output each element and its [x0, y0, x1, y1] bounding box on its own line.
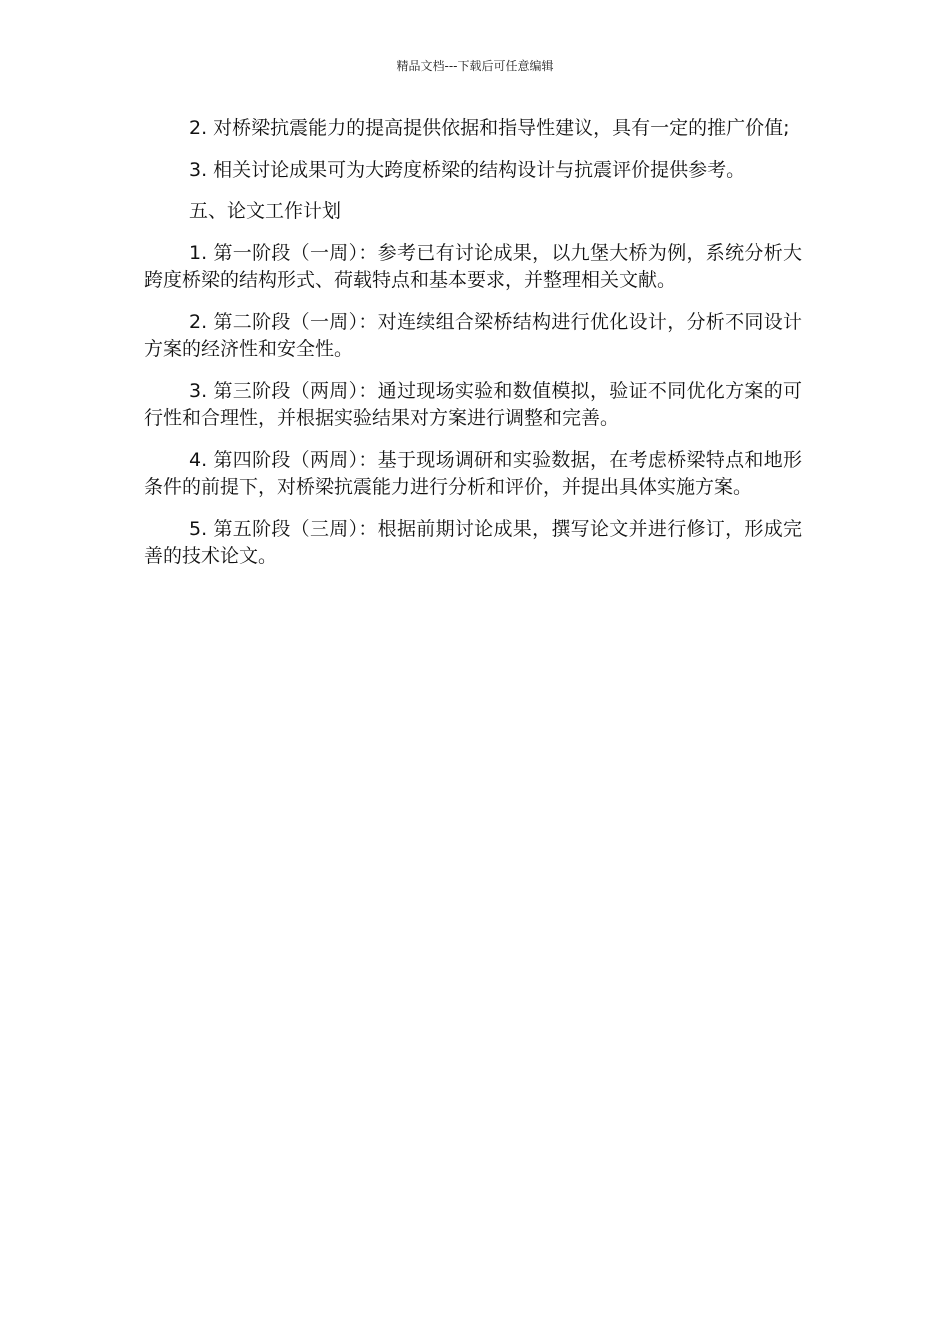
- paragraph-plan-stage-1: 1. 第一阶段（一周）：参考已有讨论成果，以九堡大桥为例，系统分析大跨度桥梁的结构形式、荷载特点和基本要求，并整理相关文献。: [144, 241, 802, 291]
- document-body: [144, 115, 802, 585]
- paragraph-plan-stage-3: 3. 第三阶段（两周）：通过现场实验和数值模拟，验证不同优化方案的可行性和合理性，并根据实验结果对方案进行调整和完善。: [144, 379, 802, 429]
- section-heading-work-plan: 五、论文工作计划: [189, 200, 342, 222]
- page-header: 精品文档---下载后可任意编辑: [396, 59, 554, 73]
- paragraph-plan-stage-5: 5. 第五阶段（三周）：根据前期讨论成果，撰写论文并进行修订，形成完善的技术论文。: [144, 517, 802, 567]
- paragraph-significance-3: 3. 相关讨论成果可为大跨度桥梁的结构设计与抗震评价提供参考。: [189, 158, 746, 181]
- paragraph-plan-stage-4: 4. 第四阶段（两周）：基于现场调研和实验数据，在考虑桥梁特点和地形条件的前提下，对桥梁抗震能力进行分析和评价，并提出具体实施方案。: [144, 448, 802, 498]
- paragraph-significance-2: 2. 对桥梁抗震能力的提高提供依据和指导性建议，具有一定的推广价值;: [189, 117, 790, 139]
- paragraph-plan-stage-2: 2. 第二阶段（一周）：对连续组合梁桥结构进行优化设计，分析不同设计方案的经济性和安全性。: [144, 310, 802, 360]
